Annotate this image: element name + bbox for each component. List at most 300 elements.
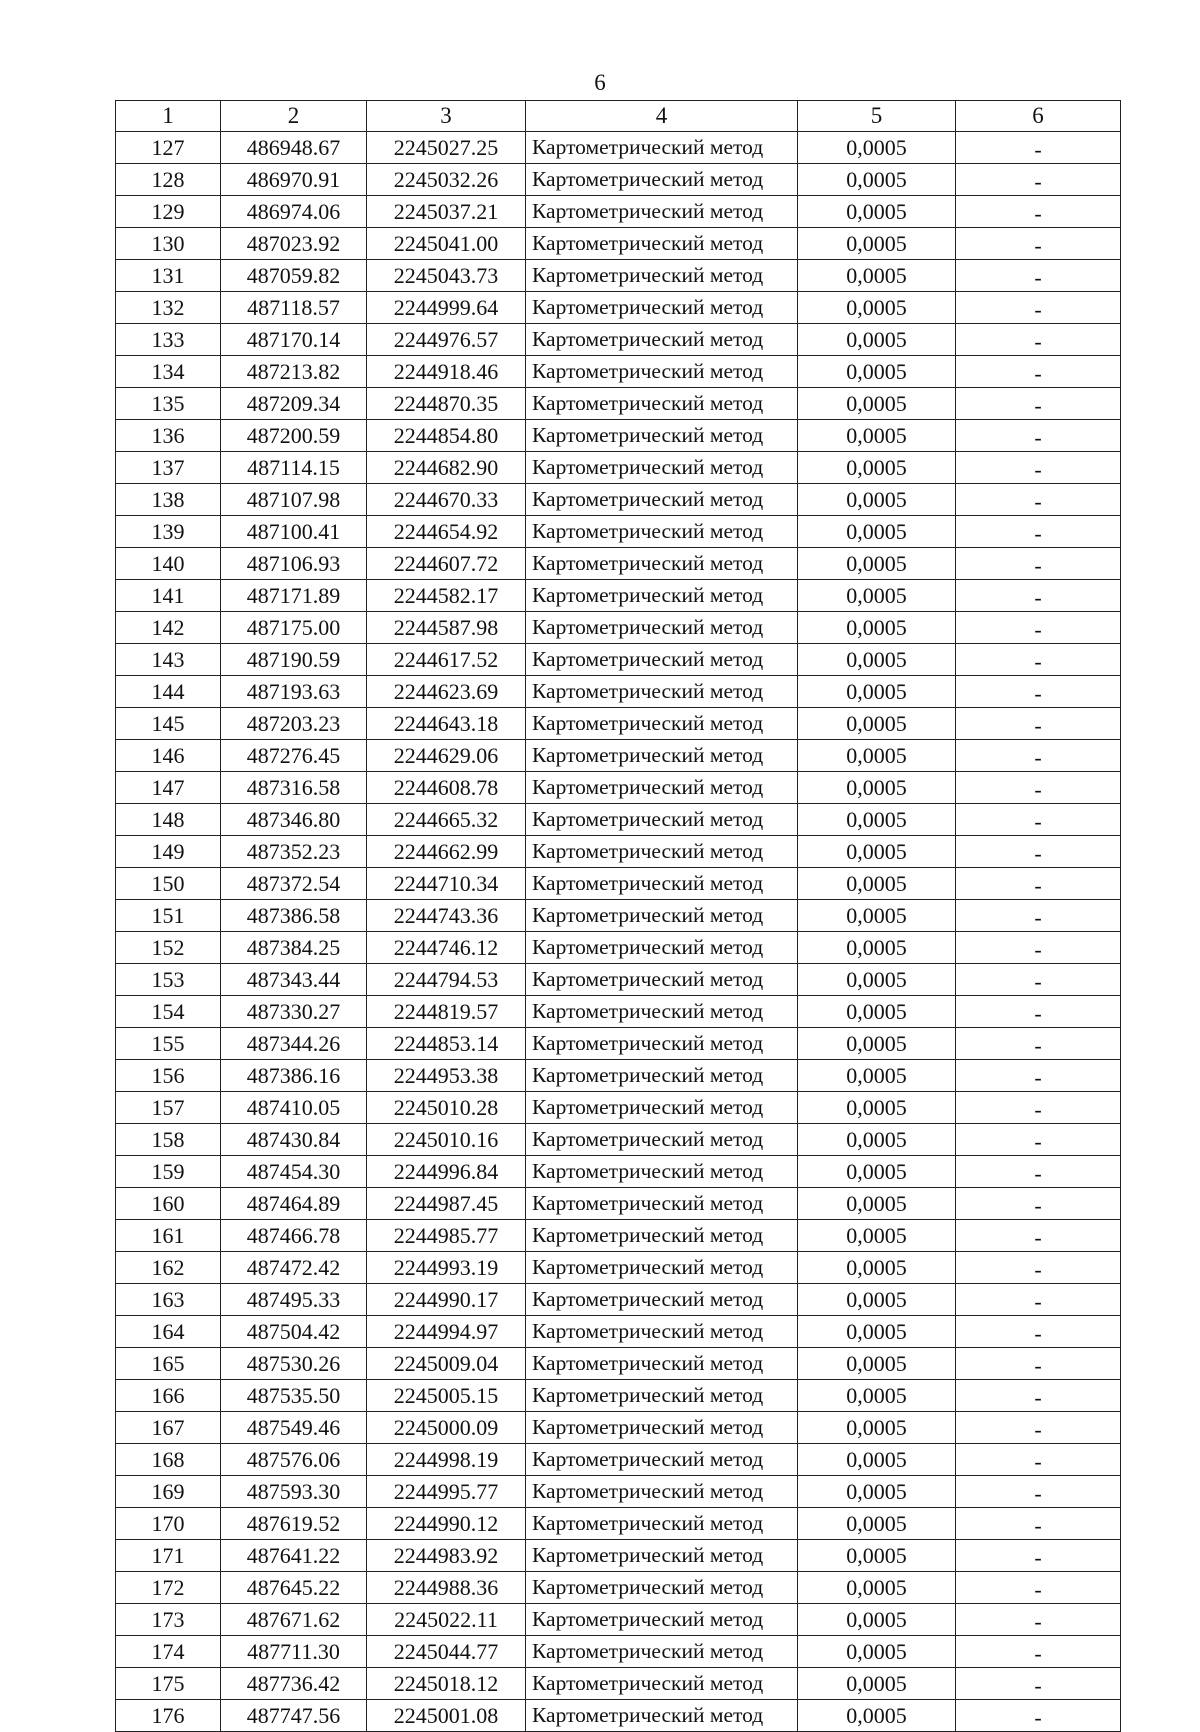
note-cell: -: [956, 580, 1121, 612]
x-coordinate-cell: 487209.34: [221, 388, 367, 420]
y-coordinate-cell: 2245037.21: [367, 196, 526, 228]
y-coordinate-cell: 2244670.33: [367, 484, 526, 516]
table-row: [116, 1060, 1121, 1092]
point-number-cell: 149: [116, 836, 221, 868]
point-number-cell: 172: [116, 1572, 221, 1604]
y-coordinate-cell: 2244985.77: [367, 1220, 526, 1252]
note-cell: -: [956, 164, 1121, 196]
header-cell-col-3: 3: [367, 101, 526, 132]
point-number-cell: 128: [116, 164, 221, 196]
y-coordinate-cell: 2245044.77: [367, 1636, 526, 1668]
x-coordinate-cell: 487410.05: [221, 1092, 367, 1124]
table-row: [116, 228, 1121, 260]
point-number-cell: 148: [116, 804, 221, 836]
y-coordinate-cell: 2244643.18: [367, 708, 526, 740]
point-number-cell: 134: [116, 356, 221, 388]
y-coordinate-cell: 2244983.92: [367, 1540, 526, 1572]
x-coordinate-cell: 487645.22: [221, 1572, 367, 1604]
x-coordinate-cell: 487100.41: [221, 516, 367, 548]
point-number-cell: 140: [116, 548, 221, 580]
method-cell: Картометрический метод: [526, 836, 798, 868]
point-number-cell: 155: [116, 1028, 221, 1060]
accuracy-cell: 0,0005: [798, 612, 956, 644]
method-cell: Картометрический метод: [526, 228, 798, 260]
x-coordinate-cell: 487576.06: [221, 1444, 367, 1476]
y-coordinate-cell: 2244870.35: [367, 388, 526, 420]
accuracy-cell: 0,0005: [798, 164, 956, 196]
x-coordinate-cell: 487386.58: [221, 900, 367, 932]
table-row: [116, 196, 1121, 228]
point-number-cell: 159: [116, 1156, 221, 1188]
table-row: [116, 1188, 1121, 1220]
y-coordinate-cell: 2244617.52: [367, 644, 526, 676]
x-coordinate-cell: 487203.23: [221, 708, 367, 740]
table-row: [116, 580, 1121, 612]
method-cell: Картометрический метод: [526, 452, 798, 484]
note-cell: -: [956, 900, 1121, 932]
accuracy-cell: 0,0005: [798, 1188, 956, 1220]
note-cell: -: [956, 1188, 1121, 1220]
coordinates-table: [115, 100, 1121, 1732]
accuracy-cell: 0,0005: [798, 132, 956, 164]
y-coordinate-cell: 2245032.26: [367, 164, 526, 196]
y-coordinate-cell: 2244629.06: [367, 740, 526, 772]
accuracy-cell: 0,0005: [798, 1284, 956, 1316]
method-cell: Картометрический метод: [526, 676, 798, 708]
x-coordinate-cell: 487344.26: [221, 1028, 367, 1060]
accuracy-cell: 0,0005: [798, 324, 956, 356]
x-coordinate-cell: 487619.52: [221, 1508, 367, 1540]
accuracy-cell: 0,0005: [798, 1348, 956, 1380]
x-coordinate-cell: 487023.92: [221, 228, 367, 260]
point-number-cell: 130: [116, 228, 221, 260]
table-row: [116, 324, 1121, 356]
point-number-cell: 150: [116, 868, 221, 900]
table-row: [116, 1028, 1121, 1060]
method-cell: Картометрический метод: [526, 420, 798, 452]
method-cell: Картометрический метод: [526, 1412, 798, 1444]
point-number-cell: 136: [116, 420, 221, 452]
point-number-cell: 171: [116, 1540, 221, 1572]
accuracy-cell: 0,0005: [798, 356, 956, 388]
accuracy-cell: 0,0005: [798, 1316, 956, 1348]
y-coordinate-cell: 2244918.46: [367, 356, 526, 388]
x-coordinate-cell: 487352.23: [221, 836, 367, 868]
table-row: [116, 1220, 1121, 1252]
y-coordinate-cell: 2245018.12: [367, 1668, 526, 1700]
method-cell: Картометрический метод: [526, 964, 798, 996]
x-coordinate-cell: 487384.25: [221, 932, 367, 964]
table-row: [116, 1700, 1121, 1732]
accuracy-cell: 0,0005: [798, 228, 956, 260]
accuracy-cell: 0,0005: [798, 1636, 956, 1668]
table-row: [116, 356, 1121, 388]
y-coordinate-cell: 2244999.64: [367, 292, 526, 324]
note-cell: -: [956, 772, 1121, 804]
table-row: [116, 484, 1121, 516]
note-cell: -: [956, 1092, 1121, 1124]
header-cell-col-5: 5: [798, 101, 956, 132]
accuracy-cell: 0,0005: [798, 292, 956, 324]
table-row: [116, 388, 1121, 420]
table-row: [116, 420, 1121, 452]
method-cell: Картометрический метод: [526, 164, 798, 196]
x-coordinate-cell: 487671.62: [221, 1604, 367, 1636]
table-row: [116, 964, 1121, 996]
accuracy-cell: 0,0005: [798, 900, 956, 932]
accuracy-cell: 0,0005: [798, 964, 956, 996]
method-cell: Картометрический метод: [526, 1380, 798, 1412]
point-number-cell: 156: [116, 1060, 221, 1092]
accuracy-cell: 0,0005: [798, 388, 956, 420]
table-row: [116, 1284, 1121, 1316]
accuracy-cell: 0,0005: [798, 644, 956, 676]
point-number-cell: 174: [116, 1636, 221, 1668]
table-row: [116, 612, 1121, 644]
table-row: [116, 1604, 1121, 1636]
method-cell: Картометрический метод: [526, 1348, 798, 1380]
method-cell: Картометрический метод: [526, 516, 798, 548]
point-number-cell: 138: [116, 484, 221, 516]
table-row: [116, 164, 1121, 196]
method-cell: Картометрический метод: [526, 1636, 798, 1668]
table-row: [116, 1476, 1121, 1508]
point-number-cell: 144: [116, 676, 221, 708]
table-row: [116, 1348, 1121, 1380]
point-number-cell: 173: [116, 1604, 221, 1636]
point-number-cell: 163: [116, 1284, 221, 1316]
method-cell: Картометрический метод: [526, 1028, 798, 1060]
accuracy-cell: 0,0005: [798, 772, 956, 804]
method-cell: Картометрический метод: [526, 260, 798, 292]
y-coordinate-cell: 2244710.34: [367, 868, 526, 900]
table-row: [116, 836, 1121, 868]
table-row: [116, 1124, 1121, 1156]
y-coordinate-cell: 2244746.12: [367, 932, 526, 964]
accuracy-cell: 0,0005: [798, 1412, 956, 1444]
table-row: [116, 804, 1121, 836]
x-coordinate-cell: 487454.30: [221, 1156, 367, 1188]
table-row: [116, 516, 1121, 548]
point-number-cell: 151: [116, 900, 221, 932]
x-coordinate-cell: 487472.42: [221, 1252, 367, 1284]
x-coordinate-cell: 487346.80: [221, 804, 367, 836]
point-number-cell: 160: [116, 1188, 221, 1220]
x-coordinate-cell: 487747.56: [221, 1700, 367, 1732]
x-coordinate-cell: 486974.06: [221, 196, 367, 228]
x-coordinate-cell: 487106.93: [221, 548, 367, 580]
method-cell: Картометрический метод: [526, 868, 798, 900]
point-number-cell: 166: [116, 1380, 221, 1412]
method-cell: Картометрический метод: [526, 1572, 798, 1604]
note-cell: -: [956, 420, 1121, 452]
method-cell: Картометрический метод: [526, 1476, 798, 1508]
table-row: [116, 996, 1121, 1028]
method-cell: Картометрический метод: [526, 1156, 798, 1188]
point-number-cell: 135: [116, 388, 221, 420]
x-coordinate-cell: 487466.78: [221, 1220, 367, 1252]
x-coordinate-cell: 486948.67: [221, 132, 367, 164]
y-coordinate-cell: 2244987.45: [367, 1188, 526, 1220]
method-cell: Картометрический метод: [526, 1220, 798, 1252]
note-cell: -: [956, 1604, 1121, 1636]
x-coordinate-cell: 487330.27: [221, 996, 367, 1028]
y-coordinate-cell: 2245041.00: [367, 228, 526, 260]
accuracy-cell: 0,0005: [798, 1572, 956, 1604]
accuracy-cell: 0,0005: [798, 1156, 956, 1188]
accuracy-cell: 0,0005: [798, 1540, 956, 1572]
note-cell: -: [956, 1252, 1121, 1284]
method-cell: Картометрический метод: [526, 996, 798, 1028]
y-coordinate-cell: 2244988.36: [367, 1572, 526, 1604]
y-coordinate-cell: 2244582.17: [367, 580, 526, 612]
x-coordinate-cell: 487190.59: [221, 644, 367, 676]
point-number-cell: 168: [116, 1444, 221, 1476]
note-cell: -: [956, 804, 1121, 836]
method-cell: Картометрический метод: [526, 356, 798, 388]
method-cell: Картометрический метод: [526, 324, 798, 356]
table-row: [116, 1092, 1121, 1124]
note-cell: -: [956, 132, 1121, 164]
y-coordinate-cell: 2244794.53: [367, 964, 526, 996]
method-cell: Картометрический метод: [526, 644, 798, 676]
y-coordinate-cell: 2244623.69: [367, 676, 526, 708]
table-row: [116, 772, 1121, 804]
table-row: [116, 1252, 1121, 1284]
accuracy-cell: 0,0005: [798, 484, 956, 516]
y-coordinate-cell: 2244819.57: [367, 996, 526, 1028]
point-number-cell: 142: [116, 612, 221, 644]
x-coordinate-cell: 487549.46: [221, 1412, 367, 1444]
note-cell: -: [956, 516, 1121, 548]
method-cell: Картометрический метод: [526, 740, 798, 772]
point-number-cell: 165: [116, 1348, 221, 1380]
accuracy-cell: 0,0005: [798, 1700, 956, 1732]
method-cell: Картометрический метод: [526, 708, 798, 740]
x-coordinate-cell: 487118.57: [221, 292, 367, 324]
point-number-cell: 152: [116, 932, 221, 964]
accuracy-cell: 0,0005: [798, 452, 956, 484]
method-cell: Картометрический метод: [526, 1508, 798, 1540]
point-number-cell: 147: [116, 772, 221, 804]
table-row: [116, 1316, 1121, 1348]
method-cell: Картометрический метод: [526, 612, 798, 644]
note-cell: -: [956, 1380, 1121, 1412]
note-cell: -: [956, 996, 1121, 1028]
x-coordinate-cell: 487114.15: [221, 452, 367, 484]
note-cell: -: [956, 964, 1121, 996]
point-number-cell: 145: [116, 708, 221, 740]
note-cell: -: [956, 260, 1121, 292]
method-cell: Картометрический метод: [526, 388, 798, 420]
method-cell: Картометрический метод: [526, 196, 798, 228]
y-coordinate-cell: 2244993.19: [367, 1252, 526, 1284]
y-coordinate-cell: 2244607.72: [367, 548, 526, 580]
point-number-cell: 158: [116, 1124, 221, 1156]
y-coordinate-cell: 2244743.36: [367, 900, 526, 932]
accuracy-cell: 0,0005: [798, 1476, 956, 1508]
x-coordinate-cell: 487504.42: [221, 1316, 367, 1348]
header-cell-col-2: 2: [221, 101, 367, 132]
header-row: [116, 101, 1121, 132]
header-cell-col-6: 6: [956, 101, 1121, 132]
table-row: [116, 900, 1121, 932]
table-row: [116, 260, 1121, 292]
y-coordinate-cell: 2244665.32: [367, 804, 526, 836]
note-cell: -: [956, 1348, 1121, 1380]
method-cell: Картометрический метод: [526, 1444, 798, 1476]
x-coordinate-cell: 487170.14: [221, 324, 367, 356]
note-cell: -: [956, 548, 1121, 580]
note-cell: -: [956, 1220, 1121, 1252]
note-cell: -: [956, 868, 1121, 900]
note-cell: -: [956, 1476, 1121, 1508]
accuracy-cell: 0,0005: [798, 996, 956, 1028]
note-cell: -: [956, 1284, 1121, 1316]
header-cell-col-1: 1: [116, 101, 221, 132]
accuracy-cell: 0,0005: [798, 1028, 956, 1060]
point-number-cell: 146: [116, 740, 221, 772]
note-cell: -: [956, 1572, 1121, 1604]
note-cell: -: [956, 1060, 1121, 1092]
point-number-cell: 164: [116, 1316, 221, 1348]
x-coordinate-cell: 487213.82: [221, 356, 367, 388]
point-number-cell: 175: [116, 1668, 221, 1700]
accuracy-cell: 0,0005: [798, 1668, 956, 1700]
table-row: [116, 676, 1121, 708]
accuracy-cell: 0,0005: [798, 1060, 956, 1092]
method-cell: Картометрический метод: [526, 132, 798, 164]
y-coordinate-cell: 2245043.73: [367, 260, 526, 292]
table-header: [116, 101, 1121, 132]
y-coordinate-cell: 2244662.99: [367, 836, 526, 868]
note-cell: -: [956, 1156, 1121, 1188]
note-cell: -: [956, 1316, 1121, 1348]
table-row: [116, 548, 1121, 580]
accuracy-cell: 0,0005: [798, 1252, 956, 1284]
point-number-cell: 161: [116, 1220, 221, 1252]
y-coordinate-cell: 2245022.11: [367, 1604, 526, 1636]
method-cell: Картометрический метод: [526, 1316, 798, 1348]
point-number-cell: 167: [116, 1412, 221, 1444]
table-row: [116, 1636, 1121, 1668]
note-cell: -: [956, 324, 1121, 356]
method-cell: Картометрический метод: [526, 1060, 798, 1092]
y-coordinate-cell: 2244854.80: [367, 420, 526, 452]
accuracy-cell: 0,0005: [798, 1092, 956, 1124]
note-cell: -: [956, 1508, 1121, 1540]
note-cell: -: [956, 1412, 1121, 1444]
y-coordinate-cell: 2244853.14: [367, 1028, 526, 1060]
y-coordinate-cell: 2244953.38: [367, 1060, 526, 1092]
x-coordinate-cell: 487593.30: [221, 1476, 367, 1508]
method-cell: Картометрический метод: [526, 1668, 798, 1700]
accuracy-cell: 0,0005: [798, 1604, 956, 1636]
note-cell: -: [956, 484, 1121, 516]
note-cell: -: [956, 1700, 1121, 1732]
accuracy-cell: 0,0005: [798, 868, 956, 900]
y-coordinate-cell: 2244608.78: [367, 772, 526, 804]
accuracy-cell: 0,0005: [798, 420, 956, 452]
point-number-cell: 153: [116, 964, 221, 996]
accuracy-cell: 0,0005: [798, 932, 956, 964]
y-coordinate-cell: 2245001.08: [367, 1700, 526, 1732]
table-row: [116, 1380, 1121, 1412]
y-coordinate-cell: 2245009.04: [367, 1348, 526, 1380]
accuracy-cell: 0,0005: [798, 836, 956, 868]
method-cell: Картометрический метод: [526, 1092, 798, 1124]
y-coordinate-cell: 2244994.97: [367, 1316, 526, 1348]
table-body: [116, 132, 1121, 1732]
y-coordinate-cell: 2245005.15: [367, 1380, 526, 1412]
note-cell: -: [956, 196, 1121, 228]
x-coordinate-cell: 487430.84: [221, 1124, 367, 1156]
point-number-cell: 169: [116, 1476, 221, 1508]
accuracy-cell: 0,0005: [798, 740, 956, 772]
table-row: [116, 932, 1121, 964]
method-cell: Картометрический метод: [526, 1188, 798, 1220]
table-row: [116, 644, 1121, 676]
method-cell: Картометрический метод: [526, 1124, 798, 1156]
method-cell: Картометрический метод: [526, 804, 798, 836]
accuracy-cell: 0,0005: [798, 1508, 956, 1540]
method-cell: Картометрический метод: [526, 1252, 798, 1284]
accuracy-cell: 0,0005: [798, 676, 956, 708]
accuracy-cell: 0,0005: [798, 804, 956, 836]
method-cell: Картометрический метод: [526, 580, 798, 612]
point-number-cell: 129: [116, 196, 221, 228]
y-coordinate-cell: 2244998.19: [367, 1444, 526, 1476]
x-coordinate-cell: 487711.30: [221, 1636, 367, 1668]
accuracy-cell: 0,0005: [798, 1220, 956, 1252]
note-cell: -: [956, 644, 1121, 676]
x-coordinate-cell: 487530.26: [221, 1348, 367, 1380]
note-cell: -: [956, 292, 1121, 324]
note-cell: -: [956, 388, 1121, 420]
point-number-cell: 139: [116, 516, 221, 548]
method-cell: Картометрический метод: [526, 1284, 798, 1316]
method-cell: Картометрический метод: [526, 932, 798, 964]
header-cell-col-4: 4: [526, 101, 798, 132]
method-cell: Картометрический метод: [526, 1604, 798, 1636]
table-row: [116, 740, 1121, 772]
method-cell: Картометрический метод: [526, 292, 798, 324]
table-row: [116, 868, 1121, 900]
note-cell: -: [956, 836, 1121, 868]
point-number-cell: 176: [116, 1700, 221, 1732]
method-cell: Картометрический метод: [526, 1540, 798, 1572]
x-coordinate-cell: 487193.63: [221, 676, 367, 708]
note-cell: -: [956, 1444, 1121, 1476]
x-coordinate-cell: 487175.00: [221, 612, 367, 644]
accuracy-cell: 0,0005: [798, 1124, 956, 1156]
method-cell: Картометрический метод: [526, 548, 798, 580]
table-row: [116, 1444, 1121, 1476]
x-coordinate-cell: 487495.33: [221, 1284, 367, 1316]
x-coordinate-cell: 487059.82: [221, 260, 367, 292]
accuracy-cell: 0,0005: [798, 196, 956, 228]
y-coordinate-cell: 2245010.28: [367, 1092, 526, 1124]
y-coordinate-cell: 2245010.16: [367, 1124, 526, 1156]
note-cell: -: [956, 1636, 1121, 1668]
table-row: [116, 132, 1121, 164]
method-cell: Картометрический метод: [526, 772, 798, 804]
accuracy-cell: 0,0005: [798, 1380, 956, 1412]
x-coordinate-cell: 487343.44: [221, 964, 367, 996]
point-number-cell: 154: [116, 996, 221, 1028]
y-coordinate-cell: 2244995.77: [367, 1476, 526, 1508]
note-cell: -: [956, 1124, 1121, 1156]
